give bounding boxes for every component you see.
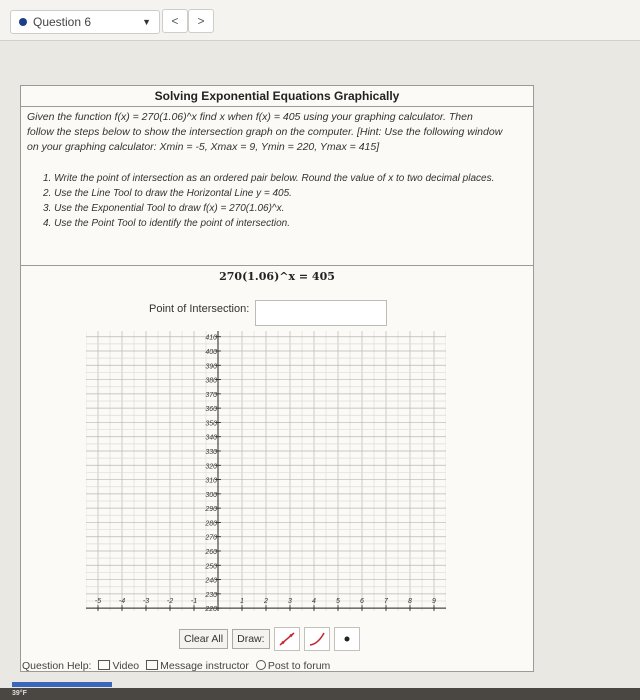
x-tick-label: 7	[384, 598, 388, 606]
line-tool-icon[interactable]	[274, 627, 300, 651]
message-instructor-link[interactable]	[146, 660, 249, 672]
taskbar-strip	[0, 688, 640, 700]
point-tool-icon[interactable]	[334, 627, 360, 651]
post-link-text: Post to forum	[267, 660, 331, 672]
step-3: 3. Use the Exponential Tool to draw f(x) = 270(1.06)^x.	[43, 203, 285, 214]
graph-toolbar	[179, 626, 360, 652]
video-link[interactable]	[98, 660, 139, 672]
forum-icon	[256, 660, 266, 670]
message-link-text: Message instructor	[160, 660, 249, 672]
x-tick-label: 3	[288, 598, 292, 606]
y-tick-label: 280	[205, 520, 217, 528]
equation: 270(1.06)^x = 405	[219, 270, 335, 283]
graph-canvas[interactable]	[86, 331, 446, 611]
question-selector[interactable]	[10, 10, 160, 34]
video-icon	[98, 660, 110, 670]
y-tick-label: 370	[205, 391, 217, 399]
y-tick-label: 310	[205, 477, 217, 485]
y-tick-label: 300	[205, 491, 217, 499]
y-tick-label: 350	[205, 420, 217, 428]
status-dot-icon	[19, 18, 27, 26]
curve-tool-icon[interactable]	[304, 627, 330, 651]
question-help	[22, 660, 330, 672]
poi-input[interactable]	[255, 300, 387, 326]
weather-text: 39°F	[12, 690, 27, 697]
y-tick-label: 220	[205, 606, 217, 611]
x-tick-label: -5	[94, 598, 102, 606]
step-2: 2. Use the Line Tool to draw the Horizontal Line y = 405.	[43, 188, 292, 199]
graph-area[interactable]	[86, 331, 446, 611]
mail-icon	[146, 660, 158, 670]
y-tick-label: 390	[205, 363, 217, 371]
y-tick-label: 260	[205, 549, 217, 556]
y-tick-label: 230	[205, 591, 217, 599]
x-tick-label: 4	[312, 598, 316, 606]
y-tick-label: 320	[205, 463, 217, 471]
intro-line-1: Given the function f(x) = 270(1.06)^x find x when f(x) = 405 using your graphing calculator. Then	[27, 111, 473, 123]
x-tick-label: -2	[166, 598, 174, 606]
draw-label: Draw:	[232, 629, 269, 649]
x-tick-label: 5	[336, 598, 340, 606]
progress-bar	[12, 682, 112, 687]
prev-question-button[interactable]: <	[162, 9, 188, 33]
clear-all-button[interactable]: Clear All	[179, 629, 228, 649]
y-tick-label: 410	[205, 334, 217, 342]
question-label: Question 6	[33, 15, 92, 29]
steps-list	[43, 172, 513, 232]
x-tick-label: -3	[142, 598, 150, 606]
x-tick-label: -4	[118, 598, 126, 606]
intro-line-2: follow the steps below to show the intersection graph on the computer. [Hint: Use the following window	[27, 126, 503, 138]
y-tick-label: 330	[205, 449, 217, 456]
y-tick-label: 290	[205, 506, 217, 514]
problem-intro	[27, 110, 527, 155]
x-tick-label: 1	[240, 598, 244, 606]
post-to-forum-link[interactable]	[256, 660, 330, 672]
x-tick-label: 6	[360, 598, 364, 606]
poi-label: Point of Intersection:	[149, 303, 250, 315]
y-tick-label: 400	[205, 349, 217, 356]
step-1: 1. Write the point of intersection as an ordered pair below. Round the value of x to two decimal places.	[43, 173, 495, 184]
y-tick-label: 380	[205, 377, 217, 385]
y-tick-label: 360	[205, 406, 217, 414]
x-tick-label: 8	[408, 598, 412, 606]
help-label: Question Help:	[22, 660, 92, 672]
y-tick-label: 240	[205, 577, 217, 585]
intro-line-3: on your graphing calculator: Xmin = -5, Xmax = 9, Ymin = 220, Ymax = 415]	[27, 141, 380, 153]
y-tick-label: 340	[205, 434, 217, 442]
x-tick-label: 9	[432, 598, 436, 606]
video-link-text: Video	[112, 660, 140, 672]
problem-card	[20, 85, 534, 672]
y-tick-label: 270	[205, 534, 217, 542]
step-4: 4. Use the Point Tool to identify the point of intersection.	[43, 218, 291, 229]
chevron-down-icon: ▼	[142, 17, 151, 27]
x-tick-label: 2	[264, 598, 268, 606]
divider	[21, 265, 533, 266]
x-tick-label: -1	[190, 598, 198, 606]
problem-title: Solving Exponential Equations Graphically	[21, 86, 533, 107]
next-question-button[interactable]: >	[188, 9, 214, 33]
top-bar	[0, 0, 640, 41]
y-tick-label: 250	[205, 563, 217, 571]
